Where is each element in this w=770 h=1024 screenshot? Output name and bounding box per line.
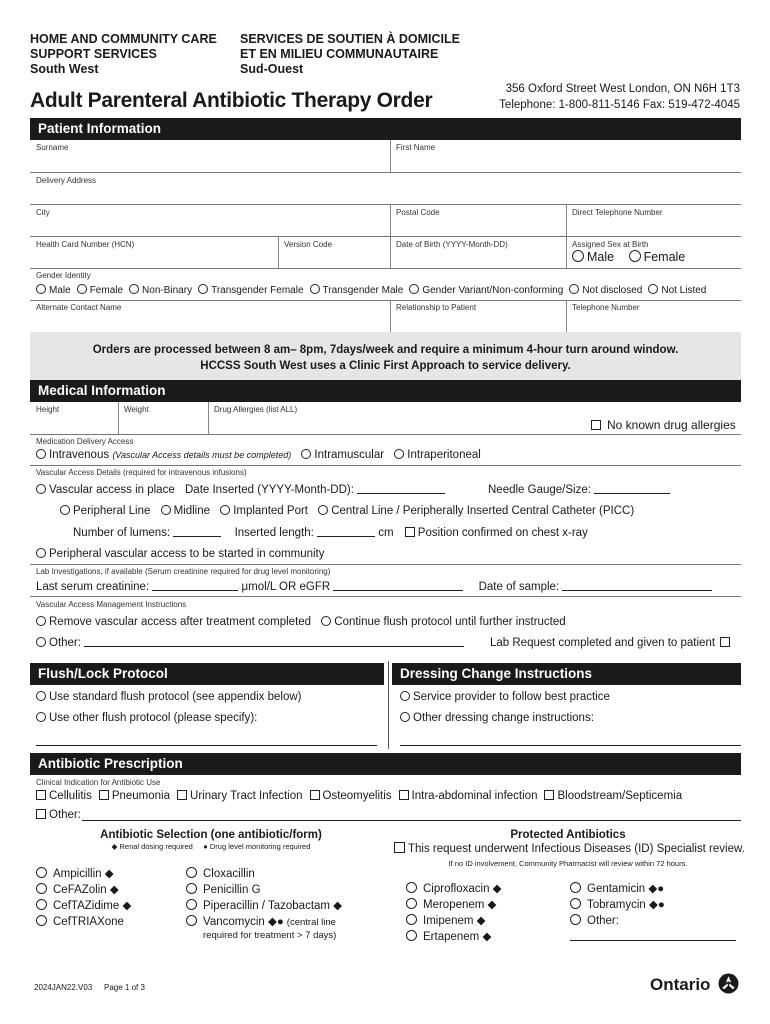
dressing-heading: Dressing Change Instructions	[392, 663, 741, 685]
indication-other-option[interactable]: Other:	[36, 808, 81, 822]
other-antibiotic-field[interactable]	[570, 940, 736, 941]
antibiotic-label: Piperacillin / Tazobactam ◆	[203, 900, 343, 912]
height-label: Height	[36, 405, 60, 414]
antibiotic-option[interactable]	[406, 881, 502, 897]
first-name-label: First Name	[396, 143, 436, 152]
delivery-access-options	[36, 448, 488, 462]
notice-line1: Orders are processed between 8 am– 8pm, 7days/week and require a minimum 4-hour turn around window.	[92, 344, 679, 356]
radio-circle-icon[interactable]	[36, 637, 46, 647]
direct-phone-label: Direct Telephone Number	[572, 208, 663, 217]
antibiotic-option[interactable]	[406, 897, 502, 913]
dob-label: Date of Birth (YYYY-Month-DD)	[396, 240, 508, 249]
male-option[interactable]	[36, 284, 71, 296]
antibiotic-label: Cloxacillin	[203, 868, 255, 880]
vascular-in-place-option[interactable]: Vascular access in place	[36, 483, 175, 497]
mgmt-other-option[interactable]: Other:	[36, 636, 464, 650]
radio-circle-icon[interactable]	[186, 883, 197, 894]
radio-circle-icon[interactable]	[409, 284, 419, 294]
radio-circle-icon[interactable]	[406, 898, 417, 909]
antibiotic-label: Gentamicin ◆●	[587, 883, 665, 895]
checkbox-icon[interactable]	[591, 420, 601, 430]
medical-info-heading: Medical Information	[30, 380, 741, 402]
notice-line2: HCCSS South West uses a Clinic First Approach to service delivery.	[200, 360, 571, 372]
radio-circle-icon[interactable]	[36, 449, 46, 459]
radio-circle-icon[interactable]	[406, 914, 417, 925]
antibiotic-label: Imipenem ◆	[423, 915, 486, 927]
cellulitis-option[interactable]	[36, 789, 92, 803]
patient-info-heading: Patient Information	[30, 118, 741, 140]
alt-contact-field[interactable]	[36, 311, 386, 329]
antibiotic-label: CefTRIAXone	[53, 916, 124, 928]
option-label: Non-Binary	[142, 285, 193, 296]
id-review-option[interactable]: This request underwent Infectious Diseases (ID) Specialist review.	[394, 842, 742, 856]
antibiotic-column-2	[186, 866, 342, 931]
option-label: Not disclosed	[582, 285, 643, 296]
checkbox-icon[interactable]	[36, 790, 46, 800]
no-known-allergies-option[interactable]: No known drug allergies	[591, 418, 736, 432]
page-number: Page 1 of 3	[104, 983, 145, 992]
org-en-region: South West	[30, 62, 99, 76]
clinical-indication-label: Clinical Indication for Antibiotic Use	[36, 778, 161, 787]
sex-female-option[interactable]: Female	[629, 250, 686, 264]
antibiotic-label: Ampicillin ◆	[53, 868, 114, 880]
urinary-tract-infection-option[interactable]	[177, 789, 302, 803]
radio-circle-icon[interactable]	[186, 899, 197, 910]
antibiotic-label: Vancomycin ◆●	[203, 916, 284, 928]
option-label: Male	[49, 285, 71, 296]
date-inserted-field[interactable]	[357, 483, 445, 494]
option-label: Urinary Tract Infection	[190, 790, 303, 802]
checkbox-icon[interactable]	[720, 637, 730, 647]
antibiotic-option[interactable]	[36, 898, 131, 914]
radio-circle-icon[interactable]	[36, 616, 46, 626]
option-label: Transgender Female	[211, 285, 304, 296]
weight-label: Weight	[124, 405, 149, 414]
hcn-label: Health Card Number (HCN)	[36, 240, 135, 249]
radio-circle-icon[interactable]	[220, 505, 230, 515]
radio-circle-icon[interactable]	[161, 505, 171, 515]
best-practice-option[interactable]: Service provider to follow best practice	[400, 690, 610, 704]
radio-circle-icon[interactable]	[400, 712, 410, 722]
postal-code-field[interactable]	[396, 216, 561, 234]
radio-circle-icon[interactable]	[321, 616, 331, 626]
protected-antibiotics	[394, 829, 745, 868]
version-code-label: Version Code	[284, 240, 333, 249]
form-version: 2024JAN22.V03	[34, 983, 93, 992]
delivery-address-label: Delivery Address	[36, 176, 97, 185]
antibiotic-option[interactable]	[406, 929, 502, 945]
relationship-label: Relationship to Patient	[396, 303, 477, 312]
telephone-field[interactable]	[572, 311, 737, 329]
drug-level-legend: ● Drug level monitoring required	[203, 842, 311, 851]
radio-circle-icon[interactable]	[36, 712, 46, 722]
radio-circle-icon[interactable]	[394, 449, 404, 459]
other-dressing-option[interactable]: Other dressing change instructions:	[400, 711, 594, 725]
radio-circle-icon[interactable]	[36, 899, 47, 910]
option-label: Gender Variant/Non-conforming	[422, 285, 564, 296]
selection-title: Antibiotic Selection (one antibiotic/form)	[100, 829, 322, 841]
radio-circle-icon[interactable]	[406, 930, 417, 941]
radio-circle-icon[interactable]	[570, 882, 581, 893]
vascular-mgmt-label: Vascular Access Management Instructions	[36, 600, 187, 609]
ontario-logo	[650, 973, 739, 995]
org-fr-line2: ET EN MILIEU COMMUNAUTAIRE	[240, 47, 439, 61]
vancomycin-note-inline: (central line	[286, 917, 336, 928]
peripheral-line-option[interactable]: Peripheral Line	[60, 504, 150, 518]
date-sample-field[interactable]	[562, 580, 712, 591]
antibiotic-column-1	[36, 866, 131, 930]
implanted-port-option[interactable]: Implanted Port	[220, 504, 308, 518]
indication-options	[36, 789, 689, 803]
creatinine-row: Last serum creatinine: μmol/L OR eGFR Date of sample:	[36, 580, 712, 594]
continue-flush-option[interactable]: Continue flush protocol until further instructed	[321, 615, 565, 629]
weight-field[interactable]	[124, 414, 204, 432]
radio-circle-icon[interactable]	[570, 914, 581, 925]
vascular-mgmt-options	[36, 615, 573, 629]
antibiotic-label: Ciprofloxacin ◆	[423, 883, 502, 895]
ontario-wordmark: Ontario	[650, 975, 711, 994]
bloodstream-septicemia-option[interactable]	[544, 789, 682, 803]
indication-other-field[interactable]	[82, 820, 741, 821]
other-dressing-field[interactable]	[400, 745, 741, 746]
option-label: Cellulitis	[49, 790, 92, 802]
vascular-details-label: Vascular Access Details (required for intravenous infusions)	[36, 468, 247, 477]
allergies-field[interactable]	[214, 414, 584, 432]
checkbox-icon[interactable]	[394, 842, 405, 853]
lab-investigations-label: Lab Investigations, if available (Serum creatinine required for drug level monitoring)	[36, 567, 331, 576]
transgender-male-option[interactable]	[310, 284, 404, 296]
hcn-field[interactable]	[36, 248, 274, 266]
delivery-access-label: Medication Delivery Access	[36, 437, 134, 446]
antibiotic-label: CefTAZidime ◆	[53, 900, 132, 912]
telephone-label: Telephone Number	[572, 303, 640, 312]
option-label: Pneumonia	[111, 790, 171, 802]
checkbox-icon[interactable]	[399, 790, 409, 800]
antibiotic-option[interactable]	[186, 914, 342, 931]
radio-circle-icon[interactable]	[572, 250, 584, 262]
radio-circle-icon[interactable]	[629, 250, 641, 262]
not-listed-option[interactable]	[648, 284, 706, 296]
antibiotic-label: Penicillin G	[203, 884, 261, 896]
city-label: City	[36, 208, 50, 217]
checkbox-icon[interactable]	[544, 790, 554, 800]
option-label: Female	[89, 285, 124, 296]
org-fr-line1: SERVICES DE SOUTIEN À DOMICILE	[240, 32, 460, 46]
checkbox-icon[interactable]	[310, 790, 320, 800]
antibiotic-option[interactable]	[406, 913, 502, 929]
lumens-row: Number of lumens: Inserted length: cm Position confirmed on chest x-ray	[73, 527, 588, 539]
creatinine-field[interactable]	[152, 580, 238, 591]
egfr-field[interactable]	[333, 580, 463, 591]
radio-circle-icon[interactable]	[570, 898, 581, 909]
gender-variant-non-conforming-option[interactable]	[409, 284, 563, 296]
pneumonia-option[interactable]	[99, 789, 170, 803]
remove-access-option[interactable]: Remove vascular access after treatment completed	[36, 615, 311, 629]
radio-circle-icon[interactable]	[406, 882, 417, 893]
radio-circle-icon[interactable]	[318, 505, 328, 515]
alt-contact-label: Alternate Contact Name	[36, 303, 122, 312]
first-name-field[interactable]	[396, 150, 736, 170]
org-name-en	[30, 32, 217, 77]
option-label: Osteomyelitis	[322, 790, 392, 802]
checkbox-icon[interactable]	[36, 809, 46, 819]
radio-circle-icon[interactable]	[36, 484, 46, 494]
protected-title: Protected Antibiotics	[510, 829, 626, 841]
antibiotic-option[interactable]	[36, 882, 131, 898]
radio-circle-icon[interactable]	[36, 883, 47, 894]
other-flush-option[interactable]: Use other flush protocol (please specify):	[36, 711, 257, 725]
radio-circle-icon[interactable]	[301, 449, 311, 459]
antibiotic-option[interactable]	[570, 881, 665, 897]
renal-legend: ◆ Renal dosing required	[111, 842, 193, 851]
phone-fax: Telephone: 1-800-811-5146 Fax: 519-472-4045	[499, 99, 740, 111]
allergies-label: Drug Allergies (list ALL)	[214, 405, 298, 414]
option-label: Intra-abdominal infection	[411, 790, 538, 802]
osteomyelitis-option[interactable]	[310, 789, 392, 803]
gender-identity-options	[36, 284, 712, 296]
non-binary-option[interactable]	[129, 284, 192, 296]
antibiotic-option[interactable]	[186, 882, 342, 898]
transgender-female-option[interactable]	[198, 284, 303, 296]
not-disclosed-option[interactable]	[569, 284, 642, 296]
surname-label: Surname	[36, 143, 69, 152]
vancomycin-note: required for treatment > 7 days)	[203, 930, 337, 941]
page-title: Adult Parenteral Antibiotic Therapy Order	[30, 89, 433, 112]
other-flush-field[interactable]	[36, 745, 377, 746]
radio-circle-icon[interactable]	[400, 691, 410, 701]
assigned-sex-label: Assigned Sex at Birth	[572, 240, 649, 249]
lab-request-option[interactable]: Lab Request completed and given to patient	[490, 636, 733, 650]
antibiotic-label: Meropenem ◆	[423, 899, 497, 911]
radio-circle-icon[interactable]	[36, 548, 46, 558]
antibiotic-option[interactable]	[570, 897, 665, 913]
peripheral-community-option[interactable]: Peripheral vascular access to be started in community	[36, 547, 324, 561]
antibiotic-option[interactable]	[186, 898, 342, 914]
needle-gauge-field[interactable]	[594, 483, 670, 494]
option-label: Not Listed	[661, 285, 707, 296]
prescription-heading: Antibiotic Prescription	[30, 753, 741, 775]
version-code-field[interactable]	[284, 248, 386, 266]
protected-note: If no ID involvement, Community Pharmacist will review within 72 hours.	[448, 859, 688, 868]
option-label: Bloodstream/Septicemia	[557, 790, 683, 802]
gender-identity-label: Gender Identity	[36, 271, 91, 280]
date-inserted: Date Inserted (YYYY-Month-DD):	[185, 483, 445, 497]
radio-circle-icon[interactable]	[36, 915, 47, 926]
trillium-icon	[718, 973, 739, 994]
radio-circle-icon[interactable]	[186, 915, 197, 926]
radio-circle-icon[interactable]	[310, 284, 320, 294]
antibiotic-option[interactable]	[36, 914, 131, 930]
antibiotic-option[interactable]	[36, 866, 131, 882]
line-type-options	[60, 504, 641, 518]
org-en-line1: HOME AND COMMUNITY CARE	[30, 32, 217, 46]
antibiotic-option[interactable]	[186, 866, 342, 882]
radio-circle-icon[interactable]	[186, 867, 197, 878]
postal-code-label: Postal Code	[396, 208, 440, 217]
mgmt-other-field[interactable]	[84, 636, 464, 647]
inserted-length-field[interactable]	[317, 526, 375, 537]
city-field[interactable]	[36, 216, 386, 234]
checkbox-icon[interactable]	[99, 790, 109, 800]
intravenous-option[interactable]: Intravenous (Vascular Access details must be completed)	[36, 448, 291, 462]
delivery-address-field[interactable]	[36, 184, 736, 202]
midline-option[interactable]: Midline	[161, 504, 210, 518]
option-label: Transgender Male	[322, 285, 404, 296]
picc-option[interactable]: Central Line / Peripherally Inserted Central Catheter (PICC)	[318, 504, 634, 518]
radio-circle-icon[interactable]	[36, 691, 46, 701]
assigned-sex-options	[572, 250, 692, 264]
processing-notice	[30, 332, 741, 380]
antibiotic-label: Tobramycin ◆●	[587, 899, 665, 911]
radio-circle-icon[interactable]	[77, 284, 87, 294]
antibiotic-label: CeFAZolin ◆	[53, 884, 119, 896]
female-option[interactable]	[77, 284, 123, 296]
intra-abdominal-infection-option[interactable]	[399, 789, 538, 803]
lumens-field[interactable]	[173, 526, 221, 537]
dob-field[interactable]	[396, 248, 561, 266]
org-name-fr	[240, 32, 460, 77]
antibiotic-option[interactable]	[570, 913, 665, 929]
org-en-line2: SUPPORT SERVICES	[30, 47, 157, 61]
antibiotic-column-4	[570, 881, 665, 929]
flush-heading: Flush/Lock Protocol	[30, 663, 384, 685]
radio-circle-icon[interactable]	[36, 867, 47, 878]
radio-circle-icon[interactable]	[129, 284, 139, 294]
relationship-field[interactable]	[396, 311, 561, 329]
checkbox-icon[interactable]	[405, 527, 415, 537]
surname-field[interactable]	[36, 150, 386, 170]
sex-male-option[interactable]: Male	[572, 250, 614, 264]
intramuscular-option[interactable]: Intramuscular	[301, 448, 384, 462]
radio-circle-icon[interactable]	[569, 284, 579, 294]
antibiotic-label: Other:	[587, 915, 619, 927]
height-field[interactable]	[36, 414, 114, 432]
radio-circle-icon[interactable]	[60, 505, 70, 515]
contact-info	[499, 81, 740, 113]
position-confirmed-option[interactable]: Position confirmed on chest x-ray	[405, 527, 588, 539]
antibiotic-column-3	[406, 881, 502, 945]
radio-circle-icon[interactable]	[36, 284, 46, 294]
checkbox-icon[interactable]	[177, 790, 187, 800]
antibiotic-label: Ertapenem ◆	[423, 931, 492, 943]
intraperitoneal-option[interactable]: Intraperitoneal	[394, 448, 481, 462]
address: 356 Oxford Street West London, ON N6H 1T3	[505, 83, 740, 95]
antibiotic-selection	[36, 829, 386, 851]
needle-gauge: Needle Gauge/Size:	[488, 483, 670, 497]
standard-flush-option[interactable]: Use standard flush protocol (see appendix below)	[36, 690, 302, 704]
radio-circle-icon[interactable]	[648, 284, 658, 294]
radio-circle-icon[interactable]	[198, 284, 208, 294]
org-fr-region: Sud-Ouest	[240, 62, 304, 76]
direct-phone-field[interactable]	[572, 216, 737, 234]
